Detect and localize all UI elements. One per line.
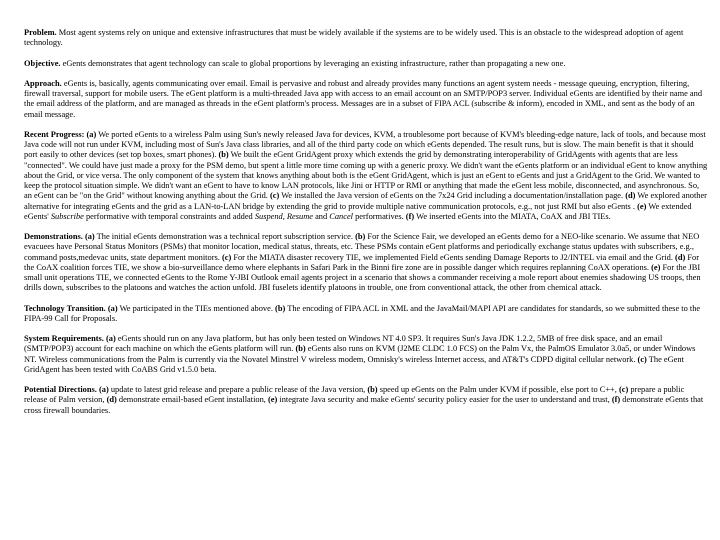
transition-item-b-label: (b) (275, 303, 286, 313)
recent-item-e-label: (e) (637, 201, 647, 211)
recent-item-a-label: (a) (86, 129, 97, 139)
demo-item-e-label: (e) (651, 262, 661, 272)
recent-progress-section (24, 130, 708, 222)
requirements-item-a-text: eGents should run on any Java platform, but has only been tested on Windows NT 4.0 SP3. It requires Sun's Java JDK 1.2.2, 5MB of free disk space, and an email (SMTP/POP3) account for each machine on which the eGents platform will run. (24, 334, 663, 354)
directions-item-f-text: demonstrate eGents that cross firewall boundaries. (24, 395, 704, 415)
problem-section (24, 28, 708, 49)
recent-item-e-text-3: and (312, 211, 330, 221)
requirements-item-b-label: (b) (295, 344, 306, 354)
requirements-item-c-label: (c) (637, 354, 647, 364)
demonstrations-section (24, 232, 708, 294)
recent-item-c-label: (c) (269, 191, 280, 201)
demo-item-e-text: For the JBI small unit operations TIE, we connected eGents to the Rome Y-JBI Outlook email agents project in a scenario that shows a commander receiving a mole report about enemies shadowing US troops, then drills down, subscribes to the platoons and watches the action unfold. JBI fuselets identify platoons in trouble, one from conventional attack, the other from chemical attack. (24, 262, 701, 293)
objective-heading: Objective. (24, 58, 61, 68)
transition-item-a-text: We participated in the TIEs mentioned above. (119, 303, 273, 313)
technology-transition-section (24, 304, 708, 325)
approach-text: eGents is, basically, agents communicating over email. Email is pervasive and robust and already provides many functions an agent system needs - message queuing, encryption, filtering, firewall traversal, support for mobile users. The eGent platform is a multi-threaded Java app with access to an email account on an SMTP/POP3 server. Individual eGents are identified by their name and the email address of the platform, and are managed as threads in the eGent platform's process. Messages are in a subset of FIPA ACL (subscribe & inform), encoded in XML, and sent as the body of an email message. (24, 78, 703, 119)
recent-item-d-text: We explored another alternative for integrating eGents and the grid as a LAN-to-LAN bridge by extending the grid to provide multiple native communication protocols, e.g., not just RMI but also eGents . (24, 191, 707, 211)
directions-item-c-text: prepare a public release of Palm version, (24, 385, 685, 405)
recent-item-e-text-2: performative with temporal constraints and added (83, 211, 255, 221)
recent-item-e-italic-2: Suspend, Resume (254, 211, 313, 221)
technology-transition-heading: Technology Transition. (24, 303, 106, 313)
directions-item-a-label: (a) (98, 385, 109, 394)
recent-item-c-text: We installed the Java version of eGents on the 7x24 Grid including a documentation/installation page. (281, 191, 624, 201)
recent-item-e-text-4: performatives. (353, 211, 404, 221)
requirements-item-a-label: (a) (105, 334, 116, 343)
directions-item-e-label: (e) (267, 395, 278, 405)
directions-item-d-label: (d) (106, 395, 117, 405)
system-requirements-section (24, 334, 708, 375)
recent-item-a-text: We ported eGents to a wireless Palm using Sun's newly released Java for devices, KVM, a troublesome port because of KVM's bleeding-edge nature, lack of tools, and because most Java code will not run under KVM, including most of Sun's Java class libraries, and all of the third party code on which eGents depended. The result runs, but is slow. The main benefit is that it should port easily to other devices (set top boxes, smart phones). (24, 129, 706, 160)
requirements-item-b-text: eGents also runs on KVM (J2ME CLDC 1.0 FCS) on the Palm Vx, the PalmOS Emulator 3.0a5, or under Windows NT. Wireless communications from the Palm is currently via the Novatel Minstrel V wireless modem, Omnisky's wireless Internet access, and AT&T's CDPD digital cellular network. (24, 344, 696, 364)
system-requirements-heading: System Requirements. (24, 334, 104, 343)
demo-item-c-label: (c) (221, 252, 232, 262)
directions-item-f-label: (f) (611, 395, 621, 405)
objective-section (24, 59, 708, 69)
demonstrations-heading: Demonstrations. (24, 232, 83, 241)
demo-item-a-label: (a) (84, 232, 95, 241)
problem-heading: Problem. (24, 28, 57, 37)
potential-directions-heading: Potential Directions. (24, 385, 97, 394)
recent-progress-heading: Recent Progress: (24, 129, 85, 139)
demo-item-a-text: The initial eGents demonstration was a technical report subscription service. (96, 232, 353, 241)
recent-item-e-text-1: We extended eGents' (24, 201, 692, 221)
potential-directions-section (24, 385, 708, 416)
directions-item-d-text: demonstrate email-based eGent installation, (118, 395, 266, 405)
approach-heading: Approach. (24, 78, 62, 88)
directions-item-b-label: (b) (367, 385, 378, 394)
demo-item-b-text: For the Science Fair, we developed an eGents demo for a NEO-like scenario. We assume that NEO evacuees have Personal Status Monitors (PSMs) that monitor location, medical status, threats, etc. These PSMs contain eGent platforms and periodically exchange status updates with subscribers, e.g., command posts,medevac units, state department monitors. (24, 232, 700, 262)
objective-text: eGents demonstrates that agent technology can scale to global proportions by leveraging an existing infrastructure, rather than propagating a new one. (62, 58, 566, 68)
directions-item-e-text: integrate Java security and make eGents' security policy easier for the user to understand and trust, (279, 395, 610, 405)
summary-document (24, 28, 708, 426)
recent-item-e-italic-3: Cancel (329, 211, 353, 221)
recent-item-e-italic-1: Subscribe (50, 211, 84, 221)
directions-item-a-text: update to latest grid release and prepare a public release of the Java version, (110, 385, 366, 394)
recent-item-f-text: We inserted eGents into the MIATA, CoAX and JBI TIEs. (416, 211, 611, 221)
approach-section (24, 79, 708, 120)
problem-text: Most agent systems rely on unique and extensive infrastructures that must be widely available if the systems are to be widely used. This is an obstacle to the widespread adoption of agent technology. (24, 28, 684, 48)
transition-item-a-label: (a) (107, 303, 118, 313)
transition-item-b-text: The encoding of FIPA ACL in XML and the JavaMail/MAPI API are candidates for standards, so we submitted these to the FIPA-99 Call for Proposals. (24, 303, 701, 323)
requirements-item-c-text: The eGent GridAgent has been tested with CoABS Grid v1.5.0 beta. (24, 354, 684, 374)
directions-item-c-label: (c) (618, 385, 629, 394)
demo-item-b-label: (b) (355, 232, 366, 241)
demo-item-d-text: For the CoAX coalition forces TIE, we show a bio-surveillance demo where elephants in Safari Park in the Binni fire zone are in possible danger which requires replanning CoAX operations. (24, 252, 700, 272)
recent-item-b-label: (b) (218, 150, 229, 160)
demo-item-c-text: For the MIATA disaster recovery TIE, we implemented Field eGents sending Damage Reports to J2/INTEL via email and the Grid. (233, 252, 673, 262)
directions-item-b-text: speed up eGents on the Palm under KVM if possible, else port to C++, (379, 385, 617, 394)
recent-item-d-label: (d) (625, 191, 636, 201)
recent-item-f-label: (f) (405, 211, 415, 221)
demo-item-d-label: (d) (675, 252, 686, 262)
recent-item-b-text: We built the eGent GridAgent proxy which extends the grid by demonstrating interoperability of GridAgents with agents that are less "connected". We could have just made a proxy for the PSM demo, but spent a little more time coming up with a generic proxy. We didn't want the eGents platform or an individual eGent to know anything about the Grid, or vice versa. The only component of the system that knows anything about both is the eGent GridAgent, which is just an eGent to eGents and just a GridAgent to the Grid. We wanted to keep the protocol situation simple. We didn't want an eGent to have to know LAN protocols, like Jini or HTTP or RMI or anything that made the eGent less mobile, disconnected, and asynchronous. So, an eGent can be "on the Grid" without knowing anything about the Grid. (24, 150, 708, 201)
